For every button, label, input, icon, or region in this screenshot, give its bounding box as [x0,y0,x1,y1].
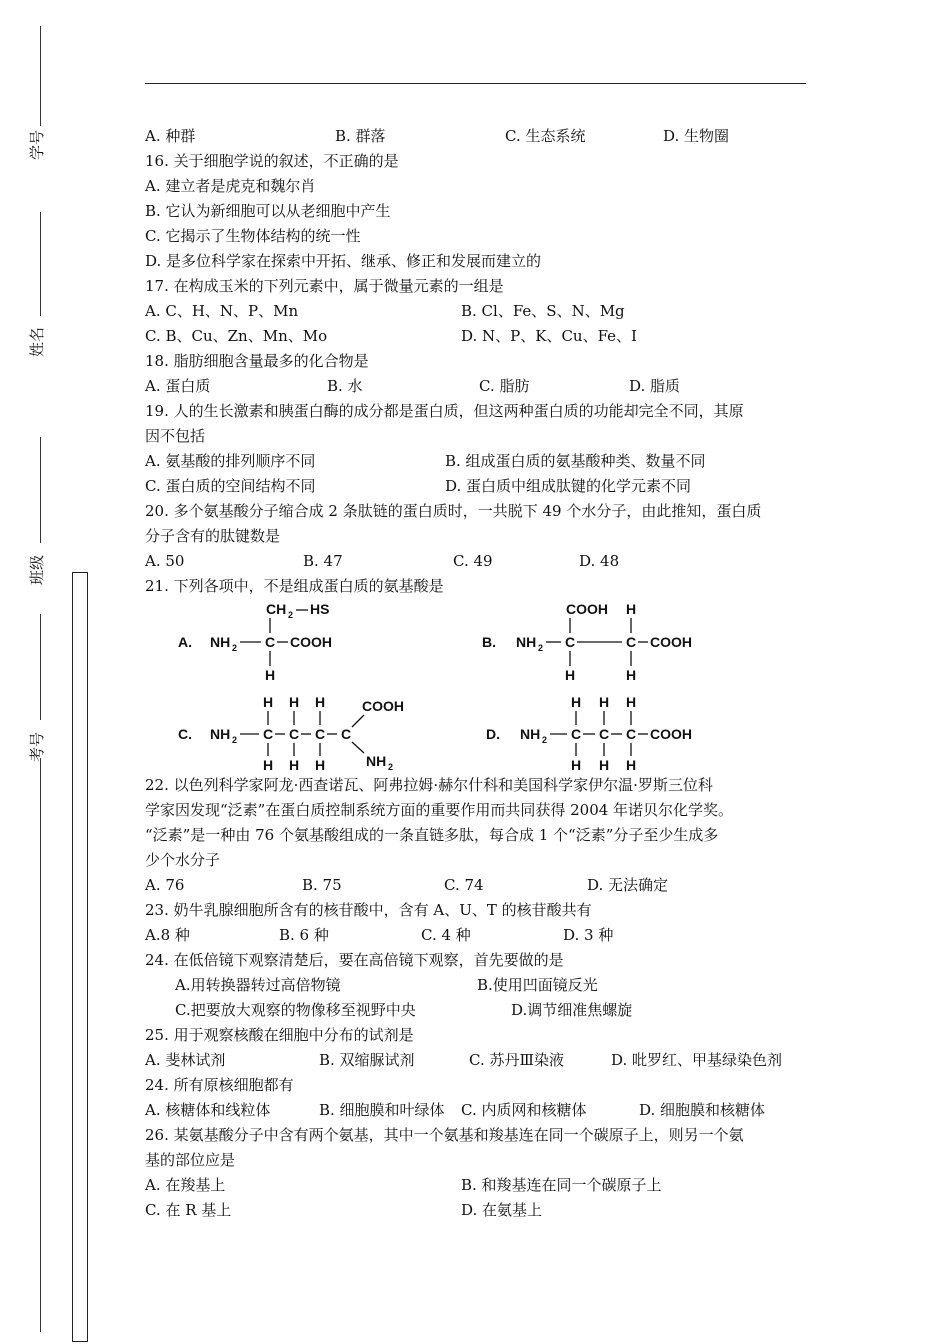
q23-options [145,923,815,947]
svg-text:H: H [626,601,637,617]
svg-text:H: H [315,757,326,773]
q16-option-a: A. 建立者是虎克和魏尔肖 [145,177,316,195]
class-label: 班级 [28,554,46,585]
option-a: A.用转换器转过高倍物镜 [175,976,341,994]
option-a: A. 种群 [145,127,196,145]
svg-text:HS: HS [310,601,330,617]
q25-stem: 25. 用于观察核酸在细胞中分布的试剂是 [145,1026,414,1044]
svg-text:H: H [565,667,576,683]
q26-options-row2 [145,1198,815,1222]
svg-text:C: C [626,726,637,742]
svg-text:H: H [626,694,637,710]
q24-options-row1 [145,973,815,997]
q24-stem: 24. 在低倍镜下观察清楚后，要在高倍镜下观察，首先要做的是 [145,951,564,969]
q19-stem-line2: 因不包括 [145,427,206,445]
svg-text:COOH: COOH [650,634,692,650]
q26-options-row1 [145,1173,815,1197]
q18-stem: 18. 脂肪细胞含量最多的化合物是 [145,352,369,370]
option-d: D. 3 种 [563,926,614,944]
option-c: C. 4 种 [421,926,471,944]
q17-options-row1 [145,299,815,323]
svg-text:NH: NH [520,726,541,742]
margin-line [40,437,41,543]
svg-text:H: H [289,757,300,773]
margin-line [40,614,41,720]
q19-options-row2 [145,474,815,498]
q26-stem-line2: 基的部位应是 [145,1151,236,1169]
svg-text:COOH: COOH [566,601,608,617]
option-b: B. 6 种 [279,926,329,944]
option-b: B. 75 [302,876,342,894]
option-b: B. Cl、Fe、S、N、Mg [461,302,625,320]
svg-text:2: 2 [542,735,548,745]
svg-text:COOH: COOH [290,634,332,650]
svg-text:C: C [341,726,352,742]
structure-label-b: B. [482,634,496,650]
q15-options [145,124,815,148]
svg-text:2: 2 [232,735,238,745]
svg-text:H: H [571,757,582,773]
option-a: A. 在羧基上 [145,1176,226,1194]
svg-text:C: C [565,634,576,650]
structure-c [210,694,404,773]
q25-options [145,1048,815,1072]
q20-options [145,549,815,573]
option-d: D. 脂质 [629,377,681,395]
option-c: C. 在 R 基上 [145,1201,232,1219]
option-a: A. 蛋白质 [145,377,211,395]
structure-b [516,601,692,683]
student-id-label: 学号 [28,129,46,160]
q24b-stem: 24. 所有原核细胞都有 [145,1076,294,1094]
option-c: C. 74 [444,876,484,894]
structure-label-d: D. [486,726,500,742]
q18-options [145,374,815,398]
option-b: B. 细胞膜和叶绿体 [319,1101,445,1119]
option-c: C. B、Cu、Zn、Mn、Mo [145,327,328,345]
svg-text:H: H [289,694,300,710]
svg-text:2: 2 [388,762,394,772]
option-a: A. 氨基酸的排列顺序不同 [145,452,316,470]
q19-stem-line1: 19. 人的生长激素和胰蛋白酶的成分都是蛋白质，但这两种蛋白质的功能却完全不同，其原 [145,402,744,420]
svg-text:NH: NH [210,634,231,650]
svg-text:C: C [599,726,610,742]
q17-options-row2 [145,324,815,348]
q16-option-c: C. 它揭示了生物体结构的统一性 [145,227,361,245]
option-a: A. 76 [145,876,185,894]
q20-stem-line2: 分子含有的肽键数是 [145,527,281,545]
option-b: B. 47 [303,552,343,570]
q16-option-b: B. 它认为新细胞可以从老细胞中产生 [145,202,391,220]
binding-box [72,572,88,1342]
q22-stem-line3: “泛素”是一种由 76 个氨基酸组成的一条直链多肽，每合成 1 个“泛素”分子至少生成多 [145,826,719,844]
q17-stem: 17. 在构成玉米的下列元素中，属于微量元素的一组是 [145,277,504,295]
svg-text:C: C [263,726,274,742]
name-label: 姓名 [28,326,46,357]
structure-a [210,601,332,683]
svg-text:C: C [626,634,637,650]
option-c: C. 内质网和核糖体 [461,1101,587,1119]
option-d: D. 蛋白质中组成肽键的化学元素不同 [445,477,692,495]
svg-text:C: C [571,726,582,742]
svg-text:COOH: COOH [362,698,404,714]
structure-label-c: C. [178,726,192,742]
q16-option-d: D. 是多位科学家在探索中开拓、继承、修正和发展而建立的 [145,252,542,270]
svg-text:2: 2 [232,643,238,653]
svg-text:H: H [571,694,582,710]
q20-stem-line1: 20. 多个氨基酸分子缩合成 2 条肽链的蛋白质时，一共脱下 49 个水分子，由此推知，蛋白质 [145,502,762,520]
option-b: B.使用凹面镜反光 [477,976,598,994]
option-b: B. 水 [327,377,363,395]
exam-number-label: 考号 [28,731,46,762]
svg-text:2: 2 [288,610,294,620]
q26-stem-line1: 26. 某氨基酸分子中含有两个氨基，其中一个氨基和羧基连在同一个碳原子上，则另一个氨 [145,1126,744,1144]
q22-stem-line2: 学家因发现“泛素”在蛋白质控制系统方面的重要作用而共同获得 2004 年诺贝尔化学奖。 [145,801,734,819]
q23-stem: 23. 奶牛乳腺细胞所含有的核苷酸中，含有 A、U、T 的核苷酸共有 [145,901,592,919]
svg-text:COOH: COOH [650,726,692,742]
option-d: D. N、P、K、Cu、Fe、I [461,327,637,345]
svg-text:H: H [599,694,610,710]
q24b-options [145,1098,815,1122]
option-d: D. 在氨基上 [461,1201,543,1219]
q22-stem-line4: 少个水分子 [145,851,221,869]
q22-options [145,873,815,897]
option-a: A.8 种 [145,926,190,944]
svg-text:H: H [315,694,326,710]
option-c: C. 蛋白质的空间结构不同 [145,477,316,495]
svg-text:H: H [626,757,637,773]
structure-label-a: A. [178,634,192,650]
q16-stem: 16. 关于细胞学说的叙述，不正确的是 [145,152,399,170]
margin-line [40,758,41,1332]
svg-text:NH: NH [516,634,537,650]
svg-text:CH: CH [266,601,287,617]
margin-line [40,212,41,316]
option-a: A. 50 [145,552,185,570]
option-d: D. 细胞膜和核糖体 [639,1101,766,1119]
structure-d [520,694,692,773]
option-d: D.调节细准焦螺旋 [511,1001,633,1019]
option-d: D. 无法确定 [587,876,669,894]
svg-text:H: H [263,694,274,710]
option-d: D. 吡罗红、甲基绿染色剂 [611,1051,783,1069]
svg-text:C: C [265,634,276,650]
option-b: B. 双缩脲试剂 [319,1051,415,1069]
option-c: C. 49 [453,552,493,570]
option-b: B. 群落 [335,127,386,145]
svg-text:H: H [626,667,637,683]
option-d: D. 48 [579,552,620,570]
svg-text:C: C [315,726,326,742]
margin-line [40,26,41,126]
svg-text:NH: NH [366,753,387,769]
option-c: C. 苏丹Ⅲ染液 [469,1051,564,1069]
q21-stem: 21. 下列各项中，不是组成蛋白质的氨基酸是 [145,577,444,595]
q19-options-row1 [145,449,815,473]
svg-text:H: H [265,667,276,683]
svg-text:H: H [599,757,610,773]
q24-options-row2 [145,998,815,1022]
option-b: B. 组成蛋白质的氨基酸种类、数量不同 [445,452,706,470]
option-d: D. 生物圈 [663,127,730,145]
svg-text:C: C [289,726,300,742]
option-a: A. 斐林试剂 [145,1051,226,1069]
option-a: A. C、H、N、P、Mn [145,302,299,320]
option-b: B. 和羧基连在同一个碳原子上 [461,1176,662,1194]
option-c: C.把要放大观察的物像移至视野中央 [175,1001,416,1019]
option-c: C. 脂肪 [479,377,530,395]
header-rule [145,83,806,84]
option-c: C. 生态系统 [505,127,586,145]
svg-text:2: 2 [538,643,544,653]
q22-stem-line1: 22. 以色列科学家阿龙·西查诺瓦、阿弗拉姆·赫尔什科和美国科学家伊尔温·罗斯三位科 [145,776,713,794]
option-a: A. 核糖体和线粒体 [145,1101,271,1119]
amino-acid-structures [170,596,730,774]
svg-text:NH: NH [210,726,231,742]
svg-text:H: H [263,757,274,773]
